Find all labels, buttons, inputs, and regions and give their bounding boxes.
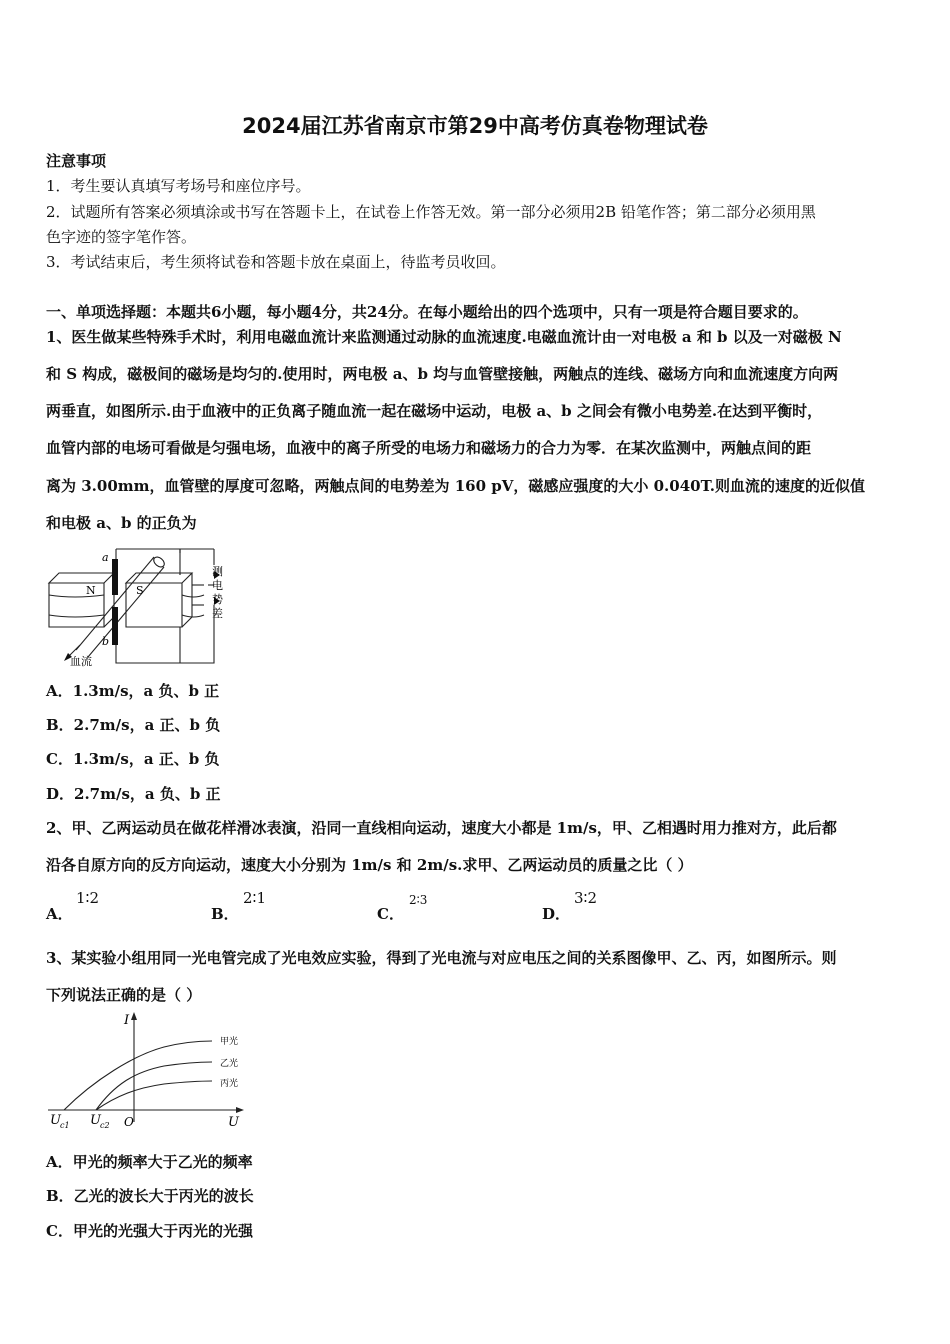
question-2-option-value: 2∶3 <box>409 893 428 907</box>
graph-uc2: U <box>90 1113 101 1128</box>
question-3-text: 下列说法正确的是（ ） <box>46 986 202 1004</box>
question-3-option: C．甲光的光强大于丙光的光强 <box>46 1222 253 1240</box>
question-1-text: 两垂直，如图所示.由于血液中的正负离子随血流一起在磁场中运动，电极 a、b 之间会有微小电势差.在达到平衡时， <box>46 402 823 420</box>
question-2-text: 2、甲、乙两运动员在做花样滑冰表演，沿同一直线相向运动，速度大小都是 1m/s，甲、乙相遇时用力推对方，此后都 <box>46 819 837 837</box>
question-2-option-value: 2∶1 <box>243 889 266 907</box>
question-3-option: A．甲光的频率大于乙光的频率 <box>46 1153 253 1171</box>
notice-heading: 注意事项 <box>46 152 107 170</box>
section-heading: 一、单项选择题：本题共6小题，每小题4分，共24分。在每小题给出的四个选项中，只有一项是符合题目要求的。 <box>46 303 808 321</box>
graph-uc1-sub: c1 <box>60 1121 70 1130</box>
notice-line: 1．考生要认真填写考场号和座位序号。 <box>46 177 311 195</box>
label-n: N <box>86 584 96 597</box>
label-s: S <box>136 584 144 597</box>
label-a: a <box>102 551 109 564</box>
label-b: b <box>102 635 110 648</box>
notice-line: 色字迹的签字笔作答。 <box>46 228 197 246</box>
photoelectric-graph <box>44 1010 254 1135</box>
flowmeter-figure <box>44 545 244 670</box>
graph-uc2-sub: c2 <box>100 1121 110 1130</box>
label-blood-flow: 血流 <box>70 655 92 668</box>
question-2-option-value: 3∶2 <box>574 889 597 907</box>
question-1-option: B．2.7m/s，a 正、b 负 <box>46 716 221 734</box>
question-1-text: 血管内部的电场可看做是匀强电场，血液中的离子所受的电场力和磁场力的合力为零．在某次监测中，两触点间的距 <box>46 439 812 457</box>
question-2-option-letter: B． <box>211 905 239 923</box>
curve-label-bing: 丙光 <box>220 1079 239 1089</box>
graph-x-label: U <box>228 1115 239 1130</box>
question-1-text: 离为 3.00mm，血管壁的厚度可忽略，两触点间的电势差为 160 pV，磁感应强度的大小 0.040T.则血流的速度的近似值 <box>46 477 866 495</box>
label-measure: 测 <box>212 565 223 578</box>
label-measure: 电 <box>212 579 223 592</box>
question-1-text: 1、医生做某些特殊手术时，利用电磁血流计来监测通过动脉的血流速度.电磁血流计由一对电极 a 和 b 以及一对磁极 N <box>46 328 842 346</box>
question-1-option: C．1.3m/s，a 正、b 负 <box>46 750 220 768</box>
label-measure: 势 <box>212 593 223 606</box>
curve-label-jia: 甲光 <box>220 1037 239 1047</box>
graph-origin: O <box>124 1115 134 1129</box>
question-2-text: 沿各自原方向的反方向运动，速度大小分别为 1m/s 和 2m/s.求甲、乙两运动员的质量之比（ ） <box>46 856 693 874</box>
question-1-option: D．2.7m/s，a 负、b 正 <box>46 785 221 803</box>
question-3-option: B．乙光的波长大于丙光的波长 <box>46 1187 254 1205</box>
label-measure: 差 <box>212 607 223 620</box>
graph-uc1: U <box>50 1113 61 1128</box>
graph-y-label: I <box>124 1013 130 1028</box>
question-2-option-value: 1∶2 <box>76 889 99 907</box>
question-2-option-letter: D． <box>542 905 571 923</box>
notice-line: 3．考试结束后，考生须将试卷和答题卡放在桌面上，待监考员收回。 <box>46 253 506 271</box>
page-title: 2024届江苏省南京市第29中高考仿真卷物理试卷 <box>242 114 708 138</box>
question-3-text: 3、某实验小组用同一光电管完成了光电效应实验，得到了光电流与对应电压之间的关系图像甲、乙、丙，如图所示。则 <box>46 949 837 967</box>
notice-line: 2．试题所有答案必须填涂或书写在答题卡上，在试卷上作答无效。第一部分必须用2B 铅笔作答；第二部分必须用黑 <box>46 203 816 221</box>
question-1-option: A．1.3m/s，a 负、b 正 <box>46 682 220 700</box>
question-2-option-letter: A． <box>46 905 73 923</box>
curve-label-yi: 乙光 <box>220 1059 239 1069</box>
question-1-text: 和 S 构成，磁极间的磁场是均匀的.使用时，两电极 a、b 均与血管壁接触，两触点的连线、磁场方向和血流速度方向两 <box>46 365 839 383</box>
question-1-text: 和电极 a、b 的正负为 <box>46 514 197 532</box>
question-2-option-letter: C． <box>377 905 404 923</box>
